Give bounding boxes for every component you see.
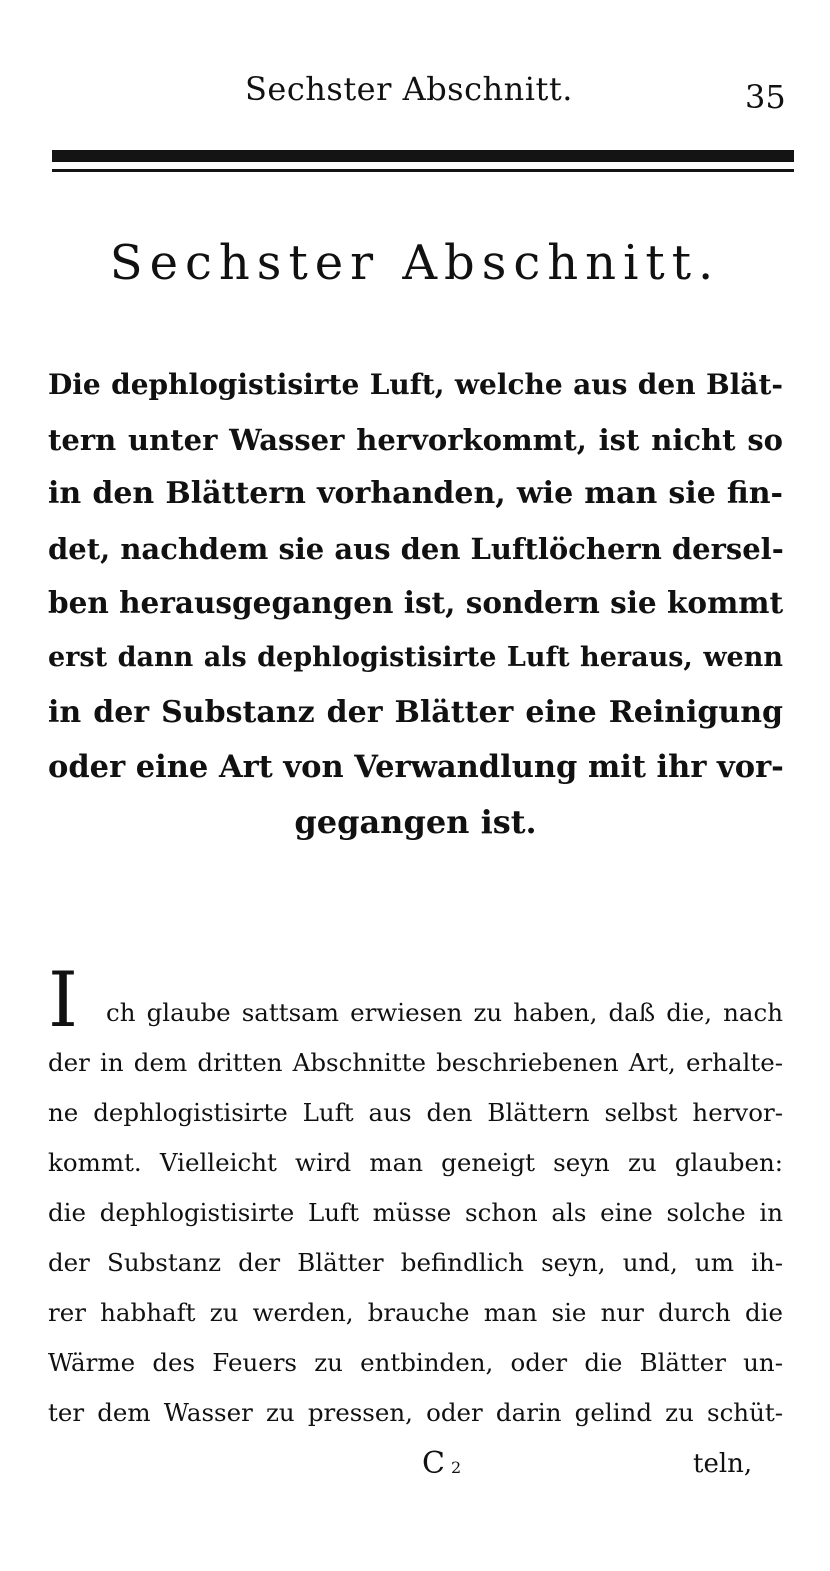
summary-line: tern unter Wasser hervorkommt, ist nicht so: [48, 422, 783, 457]
catchword: teln,: [693, 1449, 753, 1479]
summary-line: det, nachdem sie aus den Luftlöchern dersel-: [48, 531, 784, 566]
body-line: ne dephlogistisirte Luft aus den Blättern selbst hervor-: [48, 1098, 783, 1127]
body-line: die dephlogistisirte Luft müsse schon als eine solche in: [48, 1198, 783, 1227]
summary-line: gegangen ist.: [294, 802, 537, 841]
running-title: Sechster Abschnitt.: [245, 70, 573, 108]
body-line: der Substanz der Blätter befindlich seyn, und, um ih-: [48, 1248, 783, 1277]
body-text: [48, 988, 783, 1438]
signature-mark: [422, 1446, 461, 1481]
summary-line: erst dann als dephlogistisirte Luft heraus, wenn: [48, 641, 783, 673]
body-line: rer habhaft zu werden, brauche man sie nur durch die: [48, 1298, 783, 1327]
chapter-title: Sechster Abschnitt.: [109, 235, 721, 291]
body-line: der in dem dritten Abschnitte beschriebenen Art, erhalte-: [48, 1048, 783, 1077]
signature-number: 2: [450, 1458, 462, 1477]
body-line: kommt. Vielleicht wird man geneigt seyn zu glauben:: [48, 1148, 783, 1177]
body-line: ch glaube sattsam erwiesen zu haben, daß die, nach: [106, 998, 783, 1027]
chapter-summary: [48, 358, 783, 849]
page-number: 35: [745, 78, 786, 116]
body-line: Wärme des Feuers zu entbinden, oder die Blätter un-: [48, 1348, 783, 1377]
summary-line: in den Blättern vorhanden, wie man sie fin-: [48, 476, 783, 512]
signature-letter: C: [422, 1446, 445, 1481]
drop-initial: I: [48, 955, 79, 1044]
summary-line: in der Substanz der Blätter eine Reinigung: [48, 694, 783, 730]
header-rule-thin: [52, 169, 794, 172]
summary-line: oder eine Art von Verwandlung mit ihr vor-: [48, 749, 784, 786]
summary-line: Die dephlogistisirte Luft, welche aus den Blät-: [48, 368, 783, 401]
summary-line: ben herausgegangen ist, sondern sie kommt: [48, 585, 784, 621]
running-head: [0, 70, 830, 120]
header-rule-thick: [52, 150, 794, 162]
body-line: ter dem Wasser zu pressen, oder darin gelind zu schüt-: [48, 1398, 783, 1427]
